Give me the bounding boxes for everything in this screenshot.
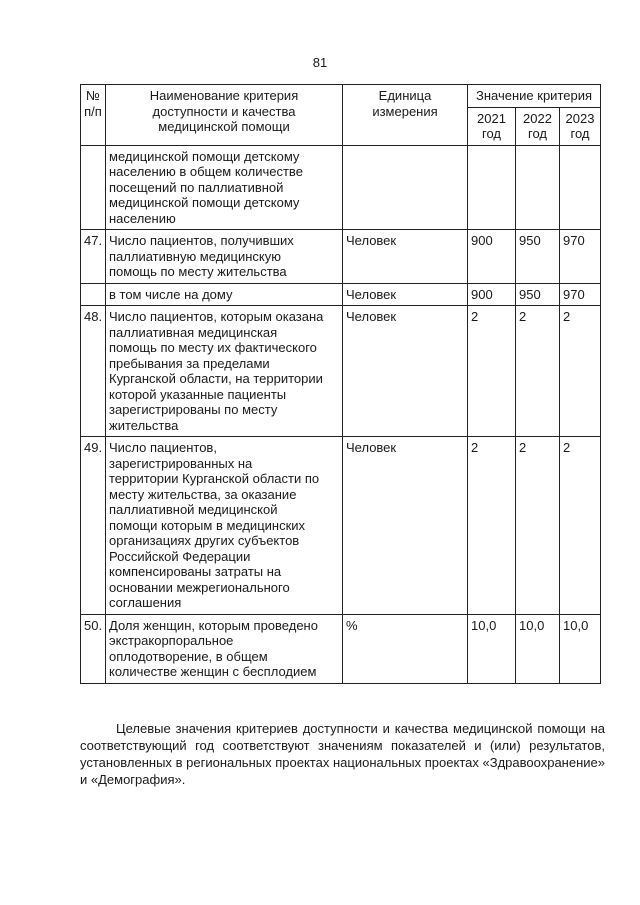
row-value-2023: 970 — [560, 283, 601, 306]
header-value-group: Значение критерия — [468, 85, 601, 108]
row-value-2021: 900 — [468, 283, 516, 306]
row-criterion-name: Число пациентов, зарегистрированных на территории Курганской области по месту жительства, за оказание паллиативной медицинской помощи которым в медицинских организациях других субъектов Российской Федерации компенсированы затраты на основании межрегионального соглашения — [106, 437, 343, 615]
row-value-2022: 2 — [516, 306, 560, 437]
row-value-2023: 970 — [560, 230, 601, 284]
row-criterion-name: Доля женщин, которым проведено экстракорпоральное оплодотворение, в общем количестве женщин с бесплодием — [106, 614, 343, 683]
row-value-2021: 900 — [468, 230, 516, 284]
row-value-2023: 2 — [560, 306, 601, 437]
row-num: 49. — [81, 437, 106, 615]
row-value-2023: 2 — [560, 437, 601, 615]
row-unit — [343, 145, 468, 230]
header-row — [81, 85, 601, 108]
table-row — [81, 614, 601, 683]
row-criterion-name: Число пациентов, которым оказана паллиативная медицинская помощь по месту их фактического пребывания за пределами Курганской области, на территории которой указанные пациенты зарегистрированы по месту жительства — [106, 306, 343, 437]
closing-paragraph: Целевые значения критериев доступности и качества медицинской помощи на соответствующий год соответствуют значениям показателей и (или) результатов, установленных в региональных проектах национальных проектах «Здравоохранение» и «Демография». — [80, 721, 605, 787]
header-year-2023: 2023 год — [560, 107, 601, 145]
row-value-2022: 2 — [516, 437, 560, 615]
row-value-2022: 950 — [516, 283, 560, 306]
table-row — [81, 145, 601, 230]
row-value-2022: 10,0 — [516, 614, 560, 683]
row-value-2023: 10,0 — [560, 614, 601, 683]
header-year-2021: 2021 год — [468, 107, 516, 145]
row-value-2023 — [560, 145, 601, 230]
row-value-2021: 2 — [468, 437, 516, 615]
page-number: 81 — [312, 55, 328, 70]
criteria-table — [80, 84, 601, 684]
header-year-2022: 2022 год — [516, 107, 560, 145]
row-value-2022: 950 — [516, 230, 560, 284]
row-value-2021 — [468, 145, 516, 230]
row-value-2021: 10,0 — [468, 614, 516, 683]
row-num: 48. — [81, 306, 106, 437]
row-criterion-name: Число пациентов, получивших паллиативную медицинскую помощь по месту жительства — [106, 230, 343, 284]
row-num — [81, 145, 106, 230]
table-row — [81, 306, 601, 437]
row-criterion-name: в том числе на дому — [106, 283, 343, 306]
row-unit: Человек — [343, 230, 468, 284]
row-num: 47. — [81, 230, 106, 284]
table-row — [81, 437, 601, 615]
row-unit: % — [343, 614, 468, 683]
row-criterion-name: медицинской помощи детскому населению в общем количестве посещений по паллиативной медицинской помощи детскому населению — [106, 145, 343, 230]
header-unit: Единица измерения — [343, 85, 468, 146]
table-row — [81, 283, 601, 306]
row-num — [81, 283, 106, 306]
row-unit: Человек — [343, 306, 468, 437]
row-unit: Человек — [343, 283, 468, 306]
row-num: 50. — [81, 614, 106, 683]
row-value-2022 — [516, 145, 560, 230]
header-criterion-name: Наименование критерия доступности и качества медицинской помощи — [106, 85, 343, 146]
table-row — [81, 230, 601, 284]
header-num: № п/п — [81, 85, 106, 146]
row-unit: Человек — [343, 437, 468, 615]
row-value-2021: 2 — [468, 306, 516, 437]
